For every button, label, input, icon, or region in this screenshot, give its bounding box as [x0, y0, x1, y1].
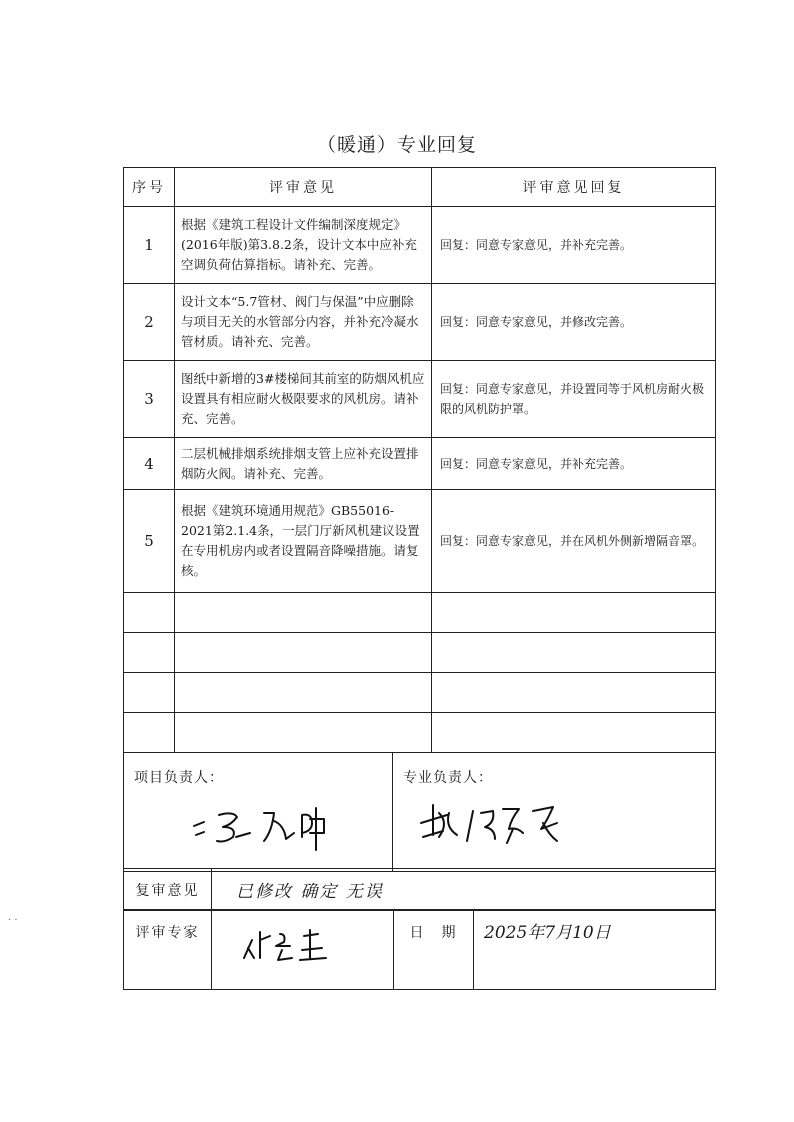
review-opinion-table — [123, 868, 716, 911]
date-label: 日 期 — [394, 910, 474, 990]
table-row — [124, 438, 716, 490]
row-comment: 根据《建筑工程设计文件编制深度规定》(2016年版)第3.8.2条，设计文本中应补充空调负荷估算指标。请补充、完善。 — [175, 207, 432, 284]
row-number: 1 — [124, 207, 175, 284]
page-title: （暖通）专业回复 — [316, 134, 477, 156]
row-comment: 设计文本“5.7管材、阀门与保温”中应删除与项目无关的水管部分内容，并补充冷凝水管材质。请补充、完善。 — [175, 284, 432, 361]
date-handwritten: 2025年7月10日 — [484, 923, 611, 943]
row-number: 5 — [124, 490, 175, 593]
project-lead-label: 项目负责人： — [134, 770, 224, 786]
row-reply: 回复：同意专家意见，并补充完善。 — [432, 438, 716, 490]
header-comment: 评审意见 — [175, 168, 432, 207]
discipline-lead-label: 专业负责人： — [403, 770, 493, 786]
scan-marks: · · — [8, 915, 18, 926]
row-reply: 回复：同意专家意见，并在风机外侧新增隔音罩。 — [432, 490, 716, 593]
empty-row — [124, 633, 716, 673]
review-table — [123, 167, 716, 753]
row-reply: 回复：同意专家意见，并补充完善。 — [432, 207, 716, 284]
table-row — [124, 207, 716, 284]
discipline-lead-signature — [393, 753, 713, 871]
project-lead-cell — [124, 753, 393, 872]
row-reply: 回复：同意专家意见，并修改完善。 — [432, 284, 716, 361]
empty-row — [124, 673, 716, 713]
review-opinion-cell — [212, 869, 716, 911]
expert-label: 评审专家 — [124, 910, 212, 990]
table-row — [124, 361, 716, 438]
expert-signature — [212, 910, 392, 970]
row-reply: 回复：同意专家意见，并设置同等于风机房耐火极限的风机防护罩。 — [432, 361, 716, 438]
signature-table — [123, 752, 716, 872]
review-opinion-label: 复审意见 — [124, 869, 212, 911]
empty-row — [124, 713, 716, 753]
table-row — [124, 490, 716, 593]
row-number: 4 — [124, 438, 175, 490]
row-comment: 根据《建筑环境通用规范》GB55016-2021第2.1.4条，一层门厅新风机建议设置在专用机房内或者设置隔音降噪措施。请复核。 — [175, 490, 432, 593]
header-no: 序号 — [124, 168, 175, 207]
project-lead-signature — [124, 753, 384, 871]
expert-signature-cell — [212, 910, 394, 990]
empty-row — [124, 593, 716, 633]
date-cell — [474, 910, 716, 990]
table-header-row — [124, 168, 716, 207]
header-reply: 评审意见回复 — [432, 168, 716, 207]
row-comment: 图纸中新增的3#楼梯间其前室的防烟风机应设置具有相应耐火极限要求的风机房。请补充、完善。 — [175, 361, 432, 438]
row-number: 2 — [124, 284, 175, 361]
review-opinion-handwritten: 已修改 确定 无误 — [236, 882, 384, 902]
row-number: 3 — [124, 361, 175, 438]
discipline-lead-cell — [393, 753, 716, 872]
row-comment: 二层机械排烟系统排烟支管上应补充设置排烟防火阀。请补充、完善。 — [175, 438, 432, 490]
table-row — [124, 284, 716, 361]
expert-date-table — [123, 909, 716, 990]
